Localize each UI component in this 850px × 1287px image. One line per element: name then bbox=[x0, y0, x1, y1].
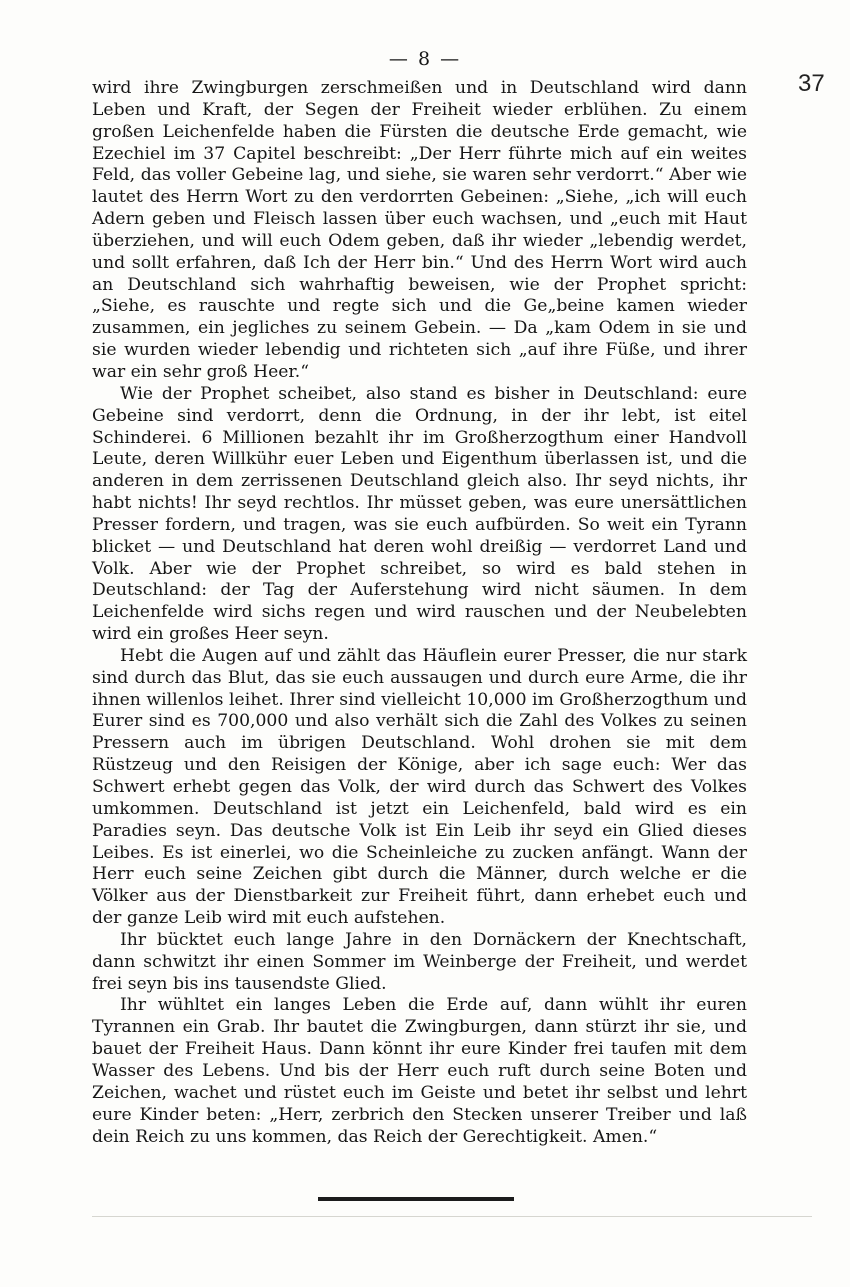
paragraph-1: wird ihre Zwingburgen zerschmeißen und in Deutschland wird dann Leben und Kraft, der Segen der Freiheit wieder erblühen. Zu einem großen Leichenfelde haben die Fürsten die deutsche Erde gemacht, wie Ezechiel im 37 Capitel beschreibt: „Der Herr führte mich auf ein weites Feld, das voller Gebeine lag, und siehe, sie waren sehr verdorrt.“ Aber wie lautet des Herrn Wort zu den verdorrten Gebeinen: „Siehe, „ich will euch Adern geben und Fleisch lassen über euch wachsen, und „euch mit Haut überziehen, und will euch Odem geben, daß ihr wieder „lebendig werdet, und sollt erfahren, daß Ich der Herr bin.“ Und des Herrn Wort wird auch an Deutschland sich wahrhaftig beweisen, wie der Prophet spricht: „Siehe, es rauschte und regte sich und die Ge„beine kamen wieder zusammen, ein jegliches zu seinem Gebein. — Da „kam Odem in sie und sie wurden wieder lebendig und richteten sich „auf ihre Füße, und ihrer war ein sehr groß Heer.“ bbox=[92, 78, 747, 382]
paragraph-5: Ihr wühltet ein langes Leben die Erde auf, dann wühlt ihr euren Tyrannen ein Grab. Ihr bautet die Zwingburgen, dann stürzt ihr sie, und bauet der Freiheit Haus. Dann könnt ihr eure Kinder frei taufen mit dem Wasser des Lebens. Und bis der Herr euch ruft durch seine Boten und Zeichen, wachet und rüstet euch im Geiste und betet ihr selbst und lehrt eure Kinder beten: „Herr, zerbrich den Stecken unserer Treiber und laß dein Reich zu uns kommen, das Reich der Gerechtigkeit. Amen.“ bbox=[92, 995, 747, 1147]
scan-edge-line bbox=[92, 1216, 812, 1217]
end-rule bbox=[318, 1197, 514, 1201]
body-text bbox=[92, 78, 747, 1148]
folio-number: 37 bbox=[798, 70, 825, 97]
paragraph-4: Ihr bücktet euch lange Jahre in den Dornäckern der Knechtschaft, dann schwitzt ihr einen Sommer im Weinberge der Freiheit, und werdet frei seyn bis ins tausendste Glied. bbox=[92, 929, 747, 994]
paragraph-2: Wie der Prophet scheibet, also stand es bisher in Deutschland: eure Gebeine sind verdorrt, denn die Ordnung, in der ihr lebt, ist eitel Schinderei. 6 Millionen bezahlt ihr im Großherzogthum einer Handvoll Leute, deren Willkühr euer Leben und Eigenthum überlassen ist, und die anderen in dem zerrissenen Deutschland gleich also. Ihr seyd nichts, ihr habt nichts! Ihr seyd rechtlos. Ihr müsset geben, was eure unersättlichen Presser fordern, und tragen, was sie euch aufbürden. So weit ein Tyrann blicket — und Deutschland hat deren wohl dreißig — verdorret Land und Volk. Aber wie der Prophet schreibet, so wird es bald stehen in Deutschland: der Tag der Auferstehung wird nicht säumen. In dem Leichenfelde wird sichs regen und wird rauschen und der Neubelebten wird ein großes Heer seyn. bbox=[92, 383, 747, 645]
page-number: — 8 — bbox=[388, 48, 462, 70]
paragraph-3: Hebt die Augen auf und zählt das Häuflein eurer Presser, die nur stark sind durch das Blut, das sie euch aussaugen und durch eure Arme, die ihr ihnen willenlos leihet. Ihrer sind vielleicht 10,000 im Großherzogthum und Eurer sind es 700,000 und also verhält sich die Zahl des Volkes zu seinen Pressern auch im übrigen Deutschland. Wohl drohen sie mit dem Rüstzeug und den Reisigen der Könige, aber ich sage euch: Wer das Schwert erhebt gegen das Volk, der wird durch das Schwert des Volkes umkommen. Deutschland ist jetzt ein Leichenfeld, bald wird es ein Paradies seyn. Das deutsche Volk ist Ein Leib ihr seyd ein Glied dieses Leibes. Es ist einerlei, wo die Scheinleiche zu zucken anfängt. Wann der Herr euch seine Zeichen gibt durch die Männer, durch welche er die Völker aus der Dienstbarkeit zur Freiheit führt, dann erhebet euch und der ganze Leib wird mit euch aufstehen. bbox=[92, 645, 747, 929]
